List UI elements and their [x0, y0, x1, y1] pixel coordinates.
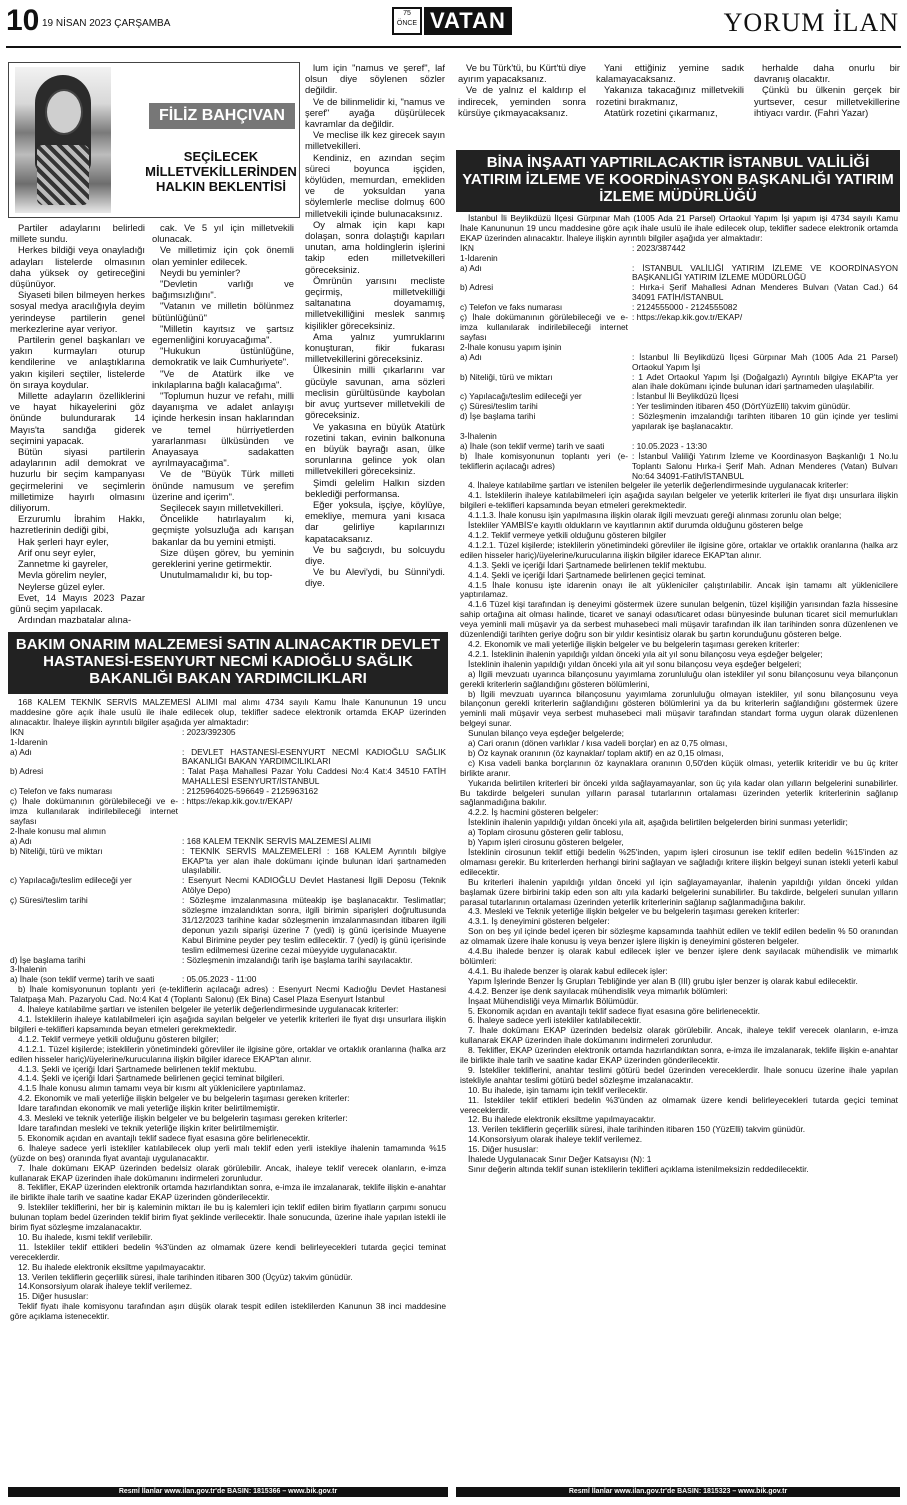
info-row: [10, 797, 446, 827]
paragraph: a) Toplam cirosunu gösteren gelir tablosu,: [468, 827, 624, 838]
info-key: ç) İhale dokümanının görülebileceği ve e-imza kullanılarak indirilebileceği internet sayfası: [10, 796, 178, 826]
info-key: c) Yapılacağı/teslim edileceği yer: [10, 875, 132, 886]
paragraph: Yani ettiğiniz yemine sadık kalamayacaksanız.: [596, 62, 744, 85]
paragraph: Siyaseti bilen bilmeyen herkes sosyal medya aracılığıyla deyim yerindeyse partilerin genel merkezlerine ayar veriyor.: [10, 289, 145, 334]
paragraph: Evet, 14 Mayıs 2023 Pazar günü seçim yapılacak.: [10, 591, 145, 614]
photo-necklace: [37, 145, 89, 205]
paragraph: 4.1.2. Teklif vermeye yetkili olduğunu gösteren bilgiler: [468, 530, 667, 540]
info-value: : Sözleşme imzalanmasına müteakip işe başlanacaktır. Teslimatlar; sözleşme imzalandıktan sonra, ilgili birimin siparişleri doğrultusunda 31/12/2023 tarihine kadar sözleşmenin imzalanmasından itibaren ilgili deponun yazılı siparişi üzerine 7 (yedi) iş günü içerisinde Muayene Kabul Birimine peyder pey teslim edilecektir. 7 (yedi) iş günü içerisinde teslim edilmemesi üzerine cezai müeyyide uygulanacaktır.: [182, 895, 446, 955]
paragraph: İdare tarafından mesleki ve teknik yeterliğe ilişkin kriter belirtilmemiştir.: [18, 1122, 279, 1133]
paragraph: 14.Konsorsiyum olarak ihaleye teklif verilemez.: [18, 1281, 193, 1292]
info-key: 2-İhale konusu mal alımın: [10, 825, 106, 836]
paragraph: herhalde daha onurlu bir davranış olacaktır.: [754, 62, 900, 85]
paragraph: 15. Diğer hususlar:: [468, 1144, 539, 1155]
info-row: [460, 373, 898, 393]
column-title: SEÇİLECEK MİLLETVEKİLLERİNDEN HALKIN BEKLENTİSİ: [145, 149, 297, 194]
paragraph: 12. Bu ihalede elektronik eksiltme yapılmayacaktır.: [468, 1114, 656, 1125]
paragraph: Bu kriterleri ihalenin yapıldığı yıldan önceki yıl için sağlayamayanlar, ihalenin yapıldığı yıldan önceki yıldan başlamak üzere birbirini takip eden son altı yıla kadarki belgelerini sunabilirler. Bu takdirde, belgeleri sunulan yılların parasal tutarlarının ortalaması üzerinden yeterlik kriterlerinin sağlanıp sağlanmadığına bakılır.: [460, 876, 898, 907]
paragraph: 4.1.5 İhale konusu alımın tamamı veya bir kısmı alt yüklenicilere yaptırılamaz.: [18, 1083, 306, 1094]
info-key: 3-İhalenin: [10, 964, 47, 975]
paragraph: 4.1.2.1. Tüzel kişilerde; isteklilerin yönetimindeki görevliler ile ilgisine göre, ortaklar ve ortaklık oranlarına (halka arz edilen hisseler hariç)/üyelerine/kurucularına ilişkin bilgiler idarece EKAP'tan alınır.: [10, 1043, 446, 1064]
paragraph: 9. İstekliler tekliflerini, anahtar teslimi götürü bedel üzerinden vereceklerdir. İhale sonucu üzerine ihale yapılan istekliyle anahtar teslimi götürü bedel sözleşme imzalanacaktır.: [460, 1064, 898, 1085]
paragraph: Ülkesinin milli çıkarlarını var gücüyle savunan, ama sözleri meclisin gürültüsünde kaybolan bir avuç yurtsever milletvekili de göreceksiniz.: [305, 364, 445, 421]
info-key: 1-İdarenin: [460, 252, 498, 263]
issue-date: 19 NİSAN 2023 ÇARŞAMBA: [42, 18, 171, 29]
info-row: [460, 283, 898, 303]
paragraph: Mevla görelim neyler,: [18, 569, 107, 581]
info-row: [10, 728, 446, 738]
paragraph: Ve milletimiz için çok önemli olan yeminler edilecek.: [152, 244, 294, 267]
paragraph: Sınır değerin altında teklif sunan isteklilerin teklifleri açıklama istenilmeksizin reddedilecektir.: [468, 1164, 809, 1174]
page-number: 10: [6, 4, 40, 37]
paragraph: 4.1.2.1. Tüzel kişilerde; isteklilerin yönetimindeki görevliler ile ilgisine göre, ortaklar ve ortaklık oranlarına (halka arz edilen hisseler hariç)/üyelerine/kurucularına ilişkin bilgiler idarece EKAP'tan alınır.: [460, 539, 898, 560]
paragraph: lum için "namus ve şeref", laf olsun diye söylenen sözler değildir.: [305, 62, 445, 96]
paragraph: Ve bu sağcıydı, bu solcuydu diye.: [305, 543, 445, 566]
paragraph: Çünkü bu ülkenin gerçek bir yurtsever, cesur milletvekillerine ihtiyacı vardır. (Fahri Yazar): [754, 84, 900, 118]
photo-face: [45, 89, 83, 135]
right-notice-body: [460, 214, 898, 1480]
paragraph: Ama yalnız yumruklarını konuşturan, fikir fukarası milletvekillerini göreceksiniz.: [305, 330, 445, 365]
column-text-4: [458, 62, 586, 132]
paragraph: 10. Bu ihalede, kısmi teklif verilebilir.: [18, 1231, 153, 1242]
logo-name: VATAN: [424, 7, 512, 35]
paragraph: Neydi bu yeminler?: [160, 266, 241, 278]
paragraph: 6. İhaleye sadece yerli istekliler katılabilecektir.: [468, 1015, 642, 1026]
paragraph: "Devletin varlığı ve bağımsızlığını".: [152, 278, 294, 301]
paragraph: 4.2. Ekonomik ve mali yeterliğe ilişkin belgeler ve bu belgelerin taşıması gereken kriterler:: [468, 638, 800, 649]
left-notice-title: BAKIM ONARIM MALZEMESİ SATIN ALINACAKTIR DEVLET HASTANESİ-ESENYURT NECMİ KADIOĞLU SAĞLIK BAKANLIĞI BAKAN YARDIMCILIKLARI: [8, 632, 448, 694]
paragraph: Ve meclise ilk kez girecek sayın milletvekilleri.: [305, 129, 445, 152]
info-key: a) Adı: [460, 351, 482, 362]
info-key: ç) Süresi/teslim tarihi: [460, 401, 538, 412]
info-value: : 168 KALEM TEKNİK SERVİS MALZEMESİ ALIMI: [182, 835, 372, 846]
paragraph: Yakanıza takacağınız milletvekili rozetini bırakmanız,: [596, 84, 744, 107]
paragraph: 14.Konsorsiyum olarak ihaleye teklif verilemez.: [468, 1134, 643, 1145]
info-key: b) Adresi: [460, 282, 494, 293]
paragraph: 4.1.4. Şekli ve içeriği İdari Şartnamede belirlenen geçici teminat.: [468, 569, 706, 580]
paragraph: İhalede Uygulanacak Sınır Değer Katsayısı (N): 1: [468, 1154, 652, 1165]
paragraph: Öncelikle hatırlayalım ki, geçmişte yolsuzluğa adı karışan bakanlar da bu yemini etmişti.: [152, 513, 294, 547]
paragraph: b) Yapım işleri cirosunu gösteren belgeler,: [468, 837, 624, 848]
author-box: [8, 62, 300, 218]
info-row: [10, 956, 446, 966]
info-key: a) İhale (son teklif verme) tarih ve saati: [460, 440, 605, 451]
info-value: : Sözleşmenin imzalandığı tarihten itibaren 10 gün içinde yer teslimi yapılarak işe başlanacaktır.: [632, 411, 898, 432]
left-notice-body: [10, 698, 446, 1478]
paragraph: 4.1.4. Şekli ve içeriği İdari Şartnamede belirlenen geçici teminat bilgileri.: [18, 1073, 285, 1084]
logo-mark: 75 ÖNCE: [392, 7, 422, 35]
paragraph: "Hukukun üstünlüğüne, demokratik ve laik Cumhuriyete".: [152, 345, 294, 368]
paragraph: Size düşen görev, bu yeminin gereklerini yerine getirmektir.: [152, 546, 294, 570]
notice-intro: 168 KALEM TEKNİK SERVİS MALZEMESİ ALIMI mal alımı 4734 sayılı Kamu İhale Kanununun 19 uncu maddesine göre açık ihale usulü ile ihale edilecek olup, teklifler sadece elektronik ortamda EKAP üzerinden alınacaktır. İhaleye ilişkin ayrıntılı bilgiler aşağıda yer almaktadır:: [10, 697, 446, 727]
paragraph: Arif onu seyr eyler,: [18, 546, 96, 558]
info-value: : 2125964025-596649 - 2125963162: [182, 786, 318, 797]
info-row: [10, 896, 446, 955]
paragraph: 11. İstekliler teklif ettikleri bedelin %3'ünden az olmamak üzere kendi belirleyecekleri tutarda geçici teminat vereceklerdir.: [10, 1241, 446, 1262]
info-value: : Sözleşmenin imzalandığı tarih işe başlama tarihi sayılacaktır.: [182, 954, 413, 965]
paragraph: 4.2. Ekonomik ve mali yeterliğe ilişkin belgeler ve bu belgelerin taşıması gereken kriterler:: [18, 1093, 350, 1104]
paragraph: Kendiniz, en azından seçim süreci boyunca işçiden, köylüden, memurdan, emekliden ve de yoksuldan yana söylemlerle meclise dolmuş 600 milletvekili içinde bulunacaksınız.: [305, 151, 445, 219]
info-key: ç) Süresi/teslim tarihi: [10, 895, 88, 906]
paragraph: 4.1.5 İhale konusu işte idarenin onayı ile alt yükleniciler çalıştırılabilir. Ancak işin tamamı alt yüklenicilere yaptırılamaz.: [460, 579, 898, 600]
paragraph: Ardından mazbatalar alına-: [18, 614, 132, 626]
paragraph: Ve bu Türk'tü, bu Kürt'tü diye ayırım yapacaksanız.: [458, 62, 586, 85]
info-value: : 05.05.2023 - 11:00: [182, 974, 257, 985]
paragraph: 4.1. İsteklilerin ihaleye katılabilmeleri için aşağıda sayılan belgeler ve yeterlik kriterleri ile fiyat dışı unsurlara ilişkin bilgileri e-teklifleri kapsamında beyan etmeleri gerekmektedir.: [460, 490, 898, 511]
info-key: b) Niteliği, türü ve miktarı: [10, 845, 103, 856]
paragraph: Neylerse güzel eyler.: [18, 580, 106, 592]
paragraph: 13. Verilen tekliflerin geçerlilik süresi, ihale tarihinden itibaren 300 (Üçyüz) takvim günüdür.: [18, 1271, 353, 1282]
paragraph: 4. İhaleye katılabilme şartları ve istenilen belgeler ile yeterlik değerlendirmesinde uygulanacak kriterler:: [18, 1004, 399, 1015]
paragraph: 4.3. Mesleki ve Teknik yeterliğe ilişkin belgeler ve bu belgelerin taşıması gereken kriterler:: [468, 906, 800, 917]
paragraph: 12. Bu ihalede elektronik eksiltme yapılmayacaktır.: [18, 1261, 206, 1272]
paragraph: 4.4.Bu ihalede benzer iş olarak kabul edilecek işler ve benzer işlere denk sayılacak mühendislik ve mimarlık bölümleri:: [460, 946, 898, 966]
info-key: a) İhale (son teklif verme) tarih ve saati: [10, 974, 155, 985]
info-value: : 2023/387442: [632, 242, 686, 253]
page-header: [0, 0, 907, 48]
info-value: : 10.05.2023 - 13:30: [632, 440, 707, 451]
info-value: : DEVLET HASTANESİ-ESENYURT NECMİ KADIOĞLU SAĞLIK BAKANLIĞI BAKAN YARDIMCILIKLARI: [182, 746, 446, 767]
info-row: [10, 767, 446, 787]
info-key: 2-İhale konusu yapım işinin: [460, 341, 562, 352]
info-value: : Hırka-i Şerif Mahallesi Adnan Menderes Bulvarı (Vatan Cad.) 64 34091 FATİH/İSTANBUL: [632, 282, 898, 303]
column-text-6: [754, 62, 900, 132]
paragraph: 4.3.1. İş deneyimini gösteren belgeler:: [468, 916, 610, 927]
paragraph: a) Cari oranın (dönen varlıklar / kısa vadeli borçlar) en az 0,75 olması,: [468, 738, 728, 749]
paragraph: İsteklinin ihalenin yapıldığı yıldan önceki yıla ait, aşağıda belirtilen belgelerden birini sunması yeterlidir;: [468, 817, 848, 828]
paragraph: Ve yakasına en büyük Atatürk rozetini takan, evinin balkonuna en büyük bayrağı asan, ülke sorunlarına gelince yok olan milletvekilleri göreceksiniz.: [305, 420, 445, 477]
paragraph: Hak şerleri hayr eyler,: [18, 535, 109, 547]
info-row: [460, 412, 898, 432]
paragraph: "Toplumun huzur ve refahı, milli dayanışma ve adalet anlayışı içinde herkesin insan haklarından ve temel hürriyetlerden yararlanması ülküsünden ve Anayasaya sadakatten ayrılmayacağıma".: [152, 390, 294, 469]
info-key: d) İşe başlama tarihi: [460, 411, 536, 422]
paragraph: Seçilecek sayın milletvekilleri.: [160, 502, 284, 514]
info-key: b) Niteliği, türü ve miktarı: [460, 371, 553, 382]
paragraph: 4.1.6 Tüzel kişi tarafından iş deneyimi göstermek üzere sunulan belgenin, tüzel kişiliğin yarısından fazla hissesine sahip ortağına ait olması halinde, ticaret ve sanayi odası/ticaret odası bünyesinde bulunan ticaret sicil memurlukları veya yeminli mali müşavir ya da serbest muhasebeci mali müşavir tarafından ilk ilan tarihinden sonra düzenlenen ve düzenlendiği tarihten geriye doğru son bir yıldır kesintisiz olarak bu şartın korunduğunu gösteren belge.: [460, 599, 898, 640]
paragraph: b) İlgili mevzuatı uyarınca bilançosunu yayımlama zorunluluğu olmayan istekliler, yıl sonu bilançosunu veya bilançonun gerekli kriterlerin sağlandığını gösteren bölümlerini ya da bu kriterlerin sağlandığını göstermek üzere yeminli mali müşavir veya serbest muhasebeci mali müşavir tarafından standart forma uygun olarak düzenlenen belgeyi sunar.: [460, 688, 898, 729]
right-notice-footer: Resmî İlanlar www.ilan.gov.tr'de BASIN: 1815323 – www.bik.gov.tr: [456, 1487, 900, 1497]
info-value: : Yer tesliminden itibaren 450 (DörtYüzElli) takvim günüdür.: [632, 401, 851, 412]
info-key: 1-İdarenin: [10, 736, 48, 747]
paragraph: 4.1.2. Teklif vermeye yetkili olduğunu gösteren bilgiler;: [18, 1033, 219, 1044]
paragraph: Oy almak için kapı kapı dolaşan, sonra dolaştığı kapıları unutan, ama holdinglerin işlerini takip eden milletvekilleri göreceksiniz.: [305, 218, 445, 275]
right-notice-title: BİNA İNŞAATI YAPTIRILACAKTIR İSTANBUL VALİLİĞİ YATIRIM İZLEME VE KOORDİNASYON BAŞKANLIĞI YATIRIM İZLEME MÜDÜRLÜĞÜ: [456, 150, 900, 212]
paragraph: 6. İhaleye sadece yerli istekliler katılabilecek olup yerli malı teklif eden yerli istekliye ihalenin tamamında %15 (yüzde on beş) oranında fiyat avantajı uygulanacaktır.: [10, 1142, 446, 1163]
paragraph: Yapım İşlerinde Benzer İş Grupları Tebliğinde yer alan B (III) grubu işler benzer iş olarak kabul edilecektir.: [468, 975, 858, 986]
paragraph: 4.3. Mesleki ve teknik yeterliğe ilişkin belgeler ve bu belgelerin taşıması gereken kriterler:: [18, 1113, 348, 1124]
paragraph: Partilerin genel başkanları ve yakın kurmayları oturup kendilerine ve anlaştıklarına yakın kişileri seçtiler, listelerde ön sıraya koydular.: [10, 334, 145, 390]
paragraph: 10. Bu ihalede, işin tamamı için teklif verilecektir.: [468, 1084, 648, 1095]
paragraph: 7. İhale dokümanı EKAP üzerinden bedelsiz olarak görülebilir. Ancak, ihaleye teklif verecek olanların, e-imza kullanarak EKAP üzerinden ihale dokümanını indirmeleri zorunludur.: [460, 1025, 898, 1046]
info-row: [10, 876, 446, 896]
column-text-5: [596, 62, 744, 132]
paragraph: Zannetme ki gayreler,: [18, 558, 109, 570]
info-key: b) Adresi: [10, 766, 44, 777]
paragraph: 5. Ekonomik açıdan en avantajlı teklif sadece fiyat esasına göre belirlenecektir.: [18, 1132, 310, 1143]
paragraph: 8. Teklifler, EKAP üzerinden elektronik ortamda hazırlandıktan sonra, e-imza ile imzalanarak, teklife ilişkin e-anahtar ile birlikte ihale tarih ve saatine kadar EKAP üzerinden gönderilecektir.: [10, 1182, 446, 1203]
paragraph: 4.1.1.3. İhale konusu işin yapılmasına ilişkin olarak ilgili mevzuatı gereği alınması zorunlu olan belge;: [468, 510, 842, 521]
paragraph: 7. İhale dokümanı EKAP üzerinden bedelsiz olarak görülebilir. Ancak, ihaleye teklif verecek olanların, e-imza kullanarak EKAP üzerinden ihale dokümanını indirmeleri zorunludur.: [10, 1162, 446, 1183]
paragraph: 9. İstekliler tekliflerini, her bir iş kaleminin miktarı ile bu iş kalemleri için teklif edilen birim fiyatların çarpımı sonucu bulunan toplam bedel üzerinden teklif birim fiyat şeklinde verilecektir. İhale sonucunda, üzerine ihale yapılan istekli ile birim fiyat sözleşme imzalanacaktır.: [10, 1202, 446, 1233]
section-title: YORUM İLAN: [723, 8, 899, 37]
paragraph: "Milletin kayıtsız ve şartsız egemenliğini koruyacağıma".: [152, 322, 294, 346]
info-value: : TEKNİK SERVİS MALZEMELERİ : 168 KALEM Ayrıntılı bilgiye EKAP'ta yer alan ihale dokümanı içinde bulunan idari şartnameden ulaşılabilir.: [182, 845, 446, 876]
paragraph: Bütün siyasi partilerin adaylarının adil demokrat ve huzurlu bir seçim kampanyası geçirmelerini ve seçimlerin milletimize hayırlı olmasını diliyorum.: [10, 446, 145, 514]
paragraph: Yukarıda belirtilen kriterleri bir önceki yılda sağlayamayanlar, son üç yıla kadar olan yılların belgelerini sunabilirler. Bu takdirde belgeleri sunulan yılların parasal tutarlarının ortalaması üzerinden yeterlik kriterlerinin sağlanıp sağlanmadığına bakılır.: [460, 777, 898, 808]
info-key: a) Adı: [460, 262, 482, 273]
paragraph: 4.4.1. Bu ihalede benzer iş olarak kabul edilecek işler:: [468, 965, 668, 976]
paragraph: 4.2.1. İsteklinin ihalenin yapıldığı yıldan önceki yıla ait yıl sonu bilançosu veya eşdeğer belgeler;: [468, 648, 823, 659]
info-value: : Esenyurt Necmi KADIOĞLU Devlet Hastanesi İlgili Deposu (Teknik Atölye Depo): [182, 875, 446, 896]
vatan-logo: [392, 6, 512, 36]
author-photo: [15, 67, 111, 213]
paragraph: Ve de bilinmelidir ki, "namus ve şeref" ayağa düşürülecek kavramlar da değildir.: [305, 95, 445, 130]
info-key: d) İşe başlama tarihi: [10, 954, 86, 965]
paragraph: Ömrünün yarısını mecliste geçirmiş, milletvekilliği saltanatına doyamamış, milletvekilliğini meslek sanmış kişilikler göreceksiniz.: [305, 274, 445, 331]
paragraph: İstekliler YAMBİS'e kayıtlı oldukların ve kayıtlarının aktif durumda olduğunu gösteren belge: [468, 520, 804, 531]
paragraph: 4.1.3. Şekli ve içeriği İdari Şartnamede belirlenen teklif mektubu.: [18, 1063, 257, 1074]
paragraph: 13. Verilen tekliflerin geçerlilik süresi, ihale tarihinden itibaren 150 (YüzElli) takvim günüdür.: [468, 1124, 806, 1135]
paragraph: Atatürk rozetini çıkarmanız,: [604, 106, 718, 118]
paragraph: Son on beş yıl içinde bedel içeren bir sözleşme kapsamında taahhüt edilen ve teklif edilen bedelin % 50 oranından az olmamak üzere ihale konusu iş veya benzer işlere ilişkin iş deneyimini gösteren belgeler.: [460, 926, 898, 947]
paragraph: "Ve de Atatürk ilke ve inkılaplarına bağlı kalacağıma".: [152, 367, 294, 390]
paragraph: Unutulmamalıdır ki, bu top-: [160, 569, 273, 581]
author-name: FİLİZ BAHÇIVAN: [149, 103, 295, 129]
paragraph: cak. Ve 5 yıl için milletvekili olunacak.: [152, 222, 294, 245]
paragraph: Ve bu Alevi'ydi, bu Sünni'ydi. diye.: [305, 566, 445, 589]
paragraph: Herkes bildiği veya onayladığı adayları listelerde olmasının daha yüksek oy getireceğini düşünüyor.: [10, 244, 145, 290]
info-row: [460, 452, 898, 482]
info-value: : 2023/392305: [182, 726, 236, 737]
info-key: a) Adı: [10, 835, 32, 846]
info-key: c) Telefon ve faks numarası: [460, 302, 563, 313]
info-value: : Talat Paşa Mahallesi Pazar Yolu Caddesi No:4 Kat:4 34510 FATİH MAHALLESİ ESENYURT/İSTANBUL: [182, 766, 446, 787]
paragraph: b) Öz kaynak oranının (öz kaynaklar/ toplam aktif) en az 0,15 olması,: [468, 747, 724, 758]
paragraph: İdare tarafından ekonomik ve mali yeterliğe ilişkin kriter belirtilmemiştir.: [18, 1103, 280, 1114]
paragraph: b) İhale komisyonunun toplantı yeri (e-tekliflerin açılacağı adres) : Esenyurt Necmi Kadıoğlu Devlet Hastanesi Talatpaşa Mah. Pazaryolu Cad. No:4 Kat 4 (Toplantı Salonu) (Ek Bina) Casel Plaza Esenyurt İstanbul: [10, 984, 446, 1005]
info-value: : https://ekap.kik.gov.tr/EKAP/: [182, 796, 293, 807]
paragraph: 4. İhaleye katılabilme şartları ve istenilen belgeler ile yeterlik değerlendirmesinde uygulanacak kriterler:: [468, 480, 849, 491]
info-row: [460, 264, 898, 284]
paragraph: İsteklinin ihalenin yapıldığı yıldan önceki yıla ait yıl sonu bilançosu veya eşdeğer belgeleri;: [468, 658, 802, 669]
info-row: [10, 748, 446, 768]
header-rule: [6, 46, 901, 48]
info-value: : İstanbul İli Beylikdüzü İlçesi: [632, 391, 739, 402]
paragraph: Eğer yoksula, işçiye, köylüye, emekliye, memura yani kısaca dar gelirliye kapılarınızı kapatacaksanız.: [305, 498, 445, 544]
column-text-1: [10, 222, 145, 626]
paragraph: 5. Ekonomik açıdan en avantajlı teklif sadece fiyat esasına göre belirlenecektir.: [468, 1005, 760, 1016]
info-key: c) Yapılacağı/teslim edileceği yer: [460, 391, 582, 402]
left-notice-footer: Resmî İlanlar www.ilan.gov.tr'de BASIN: 1815366 – www.bik.gov.tr: [8, 1487, 448, 1497]
info-value: : https://ekap.kik.gov.tr/EKAP/: [632, 312, 743, 323]
paragraph: Teklif fiyatı ihale komisyonu tarafından aşırı düşük olarak tespit edilen isteklilerden Kanunun 38 inci maddesine göre açıklama istenecektir.: [10, 1301, 446, 1322]
info-row: [460, 353, 898, 373]
paragraph: Millette adayların özelliklerini ve hayat hikayelerini göz önünde bulundurarak 14 Mayıs'ta sandığa giderek seçimini yapacak.: [10, 390, 145, 446]
paragraph: 15. Diğer hususlar:: [18, 1291, 89, 1302]
paragraph: "Vatanın ve milletin bölünmez bütünlüğünü": [152, 300, 294, 323]
info-row: [460, 244, 898, 254]
paragraph: c) Kısa vadeli banka borçlarının öz kaynaklara oranının 0,50'den küçük olması, yeterlik kriteridir ve bu üç kriter birlikte aranır.: [460, 757, 898, 778]
paragraph: Ve de yalnız el kaldırıp el indirecek, yeminden sonra kürsüye çıkmayacaksanız.: [458, 84, 586, 118]
info-row: [10, 847, 446, 877]
paragraph: 4.2.2. İş hacmini gösteren belgeler:: [468, 807, 599, 818]
paragraph: Sunulan bilanço veya eşdeğer belgelerde;: [468, 728, 624, 739]
paragraph: 4.1.3. Şekli ve içeriği İdari Şartnamede belirlenen teklif mektubu.: [468, 559, 707, 570]
info-key: İKN: [10, 726, 24, 737]
column-text-3: [305, 62, 445, 610]
info-key: c) Telefon ve faks numarası: [10, 786, 113, 797]
paragraph: Partiler adaylarını belirledi millete sundu.: [10, 222, 145, 245]
paragraph: İnşaat Mühendisliği veya Mimarlık Bölümüdür.: [468, 995, 639, 1006]
info-key: a) Adı: [10, 746, 32, 757]
info-key: b) İhale komisyonunun toplantı yeri (e-tekliflerin açılacağı adres): [460, 450, 628, 471]
info-key: 3-İhalenin: [460, 430, 497, 441]
paragraph: 11. İstekliler teklif ettikleri bedelin %3'ünden az olmamak üzere kendi belirleyecekleri tutarda geçici teminat vereceklerdir.: [460, 1094, 898, 1115]
paragraph: a) İlgili mevzuatı uyarınca bilançosunu yayımlama zorunluluğu olan istekliler yıl sonu bilançosunu veya bilançonun gerekli kriterlerin sağlandığını gösteren bölümlerini,: [460, 668, 898, 689]
paragraph: Erzurumlu İbrahim Hakkı, hazretlerinin dediği gibi,: [10, 513, 145, 536]
paragraph: 4.1. İsteklilerin ihaleye katılabilmeleri için aşağıda sayılan belgeler ve yeterlik kriterleri ile fiyat dışı unsurlara ilişkin bilgileri e-teklifleri kapsamında beyan etmeleri gerekmektedir.: [10, 1014, 446, 1034]
column-text-2: [152, 222, 294, 610]
paragraph: Ve de "Büyük Türk milleti önünde namusum ve şerefim üzerine and içerim".: [152, 468, 294, 502]
info-value: : İSTANBUL VALİLİĞİ YATIRIM İZLEME VE KOORDİNASYON BAŞKANLIĞI YATIRIM İZLEME MÜDÜRLÜĞÜ: [632, 262, 898, 283]
paragraph: 4.4.2. Benzer işe denk sayılacak mühendislik veya mimarlık bölümleri:: [468, 985, 728, 996]
info-value: : 1 Adet Ortaokul Yapım İşi (Doğalgazlı) Ayrıntılı bilgiye EKAP'ta yer alan ihale dokümanı içinde bulunan idari şartnameden ulaşılabilir.: [632, 371, 898, 392]
info-row: [460, 313, 898, 343]
paragraph: Şimdi gelelim Halkın sizden beklediği performansa.: [305, 476, 445, 499]
notice-intro: İstanbul İli Beylikdüzü İlçesi Gürpınar Mah (1005 Ada 21 Parsel) Ortaokul Yapım İşi yapım işi 4734 sayılı Kamu İhale Kanununun 19 uncu maddesine göre açık ihale usulü ile ihale edilecek olup, teklifler sadece elektronik ortamda EKAP üzerinden alınacaktır. İhaleye ilişkin ayrıntılı bilgiler aşağıda yer almaktadır:: [460, 213, 898, 243]
info-key: İKN: [460, 242, 474, 253]
info-value: : 2124555000 - 2124555082: [632, 302, 738, 313]
paragraph: 8. Teklifler, EKAP üzerinden elektronik ortamda hazırlandıktan sonra, e-imza ile imzalanarak, teklife ilişkin e-anahtar ile birlikte ihale tarih ve saatine kadar EKAP üzerinden gönderilecektir.: [460, 1045, 898, 1066]
paragraph: İsteklinin cirosunun teklif ettiği bedelin %25'inden, yapım işleri cirosunun ise teklif edilen bedelin %15'inden az olmaması gerekir. Bu kriterlerden herhangi birini sağlayan ve sağladığı kritere ilişkin belgeyi sunan istekli yeterli kabul edilecektir.: [460, 847, 898, 877]
info-value: : İstanbul Valiliği Yatırım İzleme ve Koordinasyon Başkanlığı 1 No.lu Toplantı Salonu Hırka-i Şerif Mah. Adnan Menderes (Vatan) Bulvarı No:64 34091-Fatih/İSTANBUL: [632, 450, 898, 481]
info-key: ç) İhale dokümanının görülebileceği ve e-imza kullanılarak indirilebileceği internet sayfası: [460, 312, 628, 342]
info-value: : İstanbul İli Beylikdüzü İlçesi Gürpınar Mah (1005 Ada 21 Parsel) Ortaokul Yapım İşi: [632, 351, 898, 372]
